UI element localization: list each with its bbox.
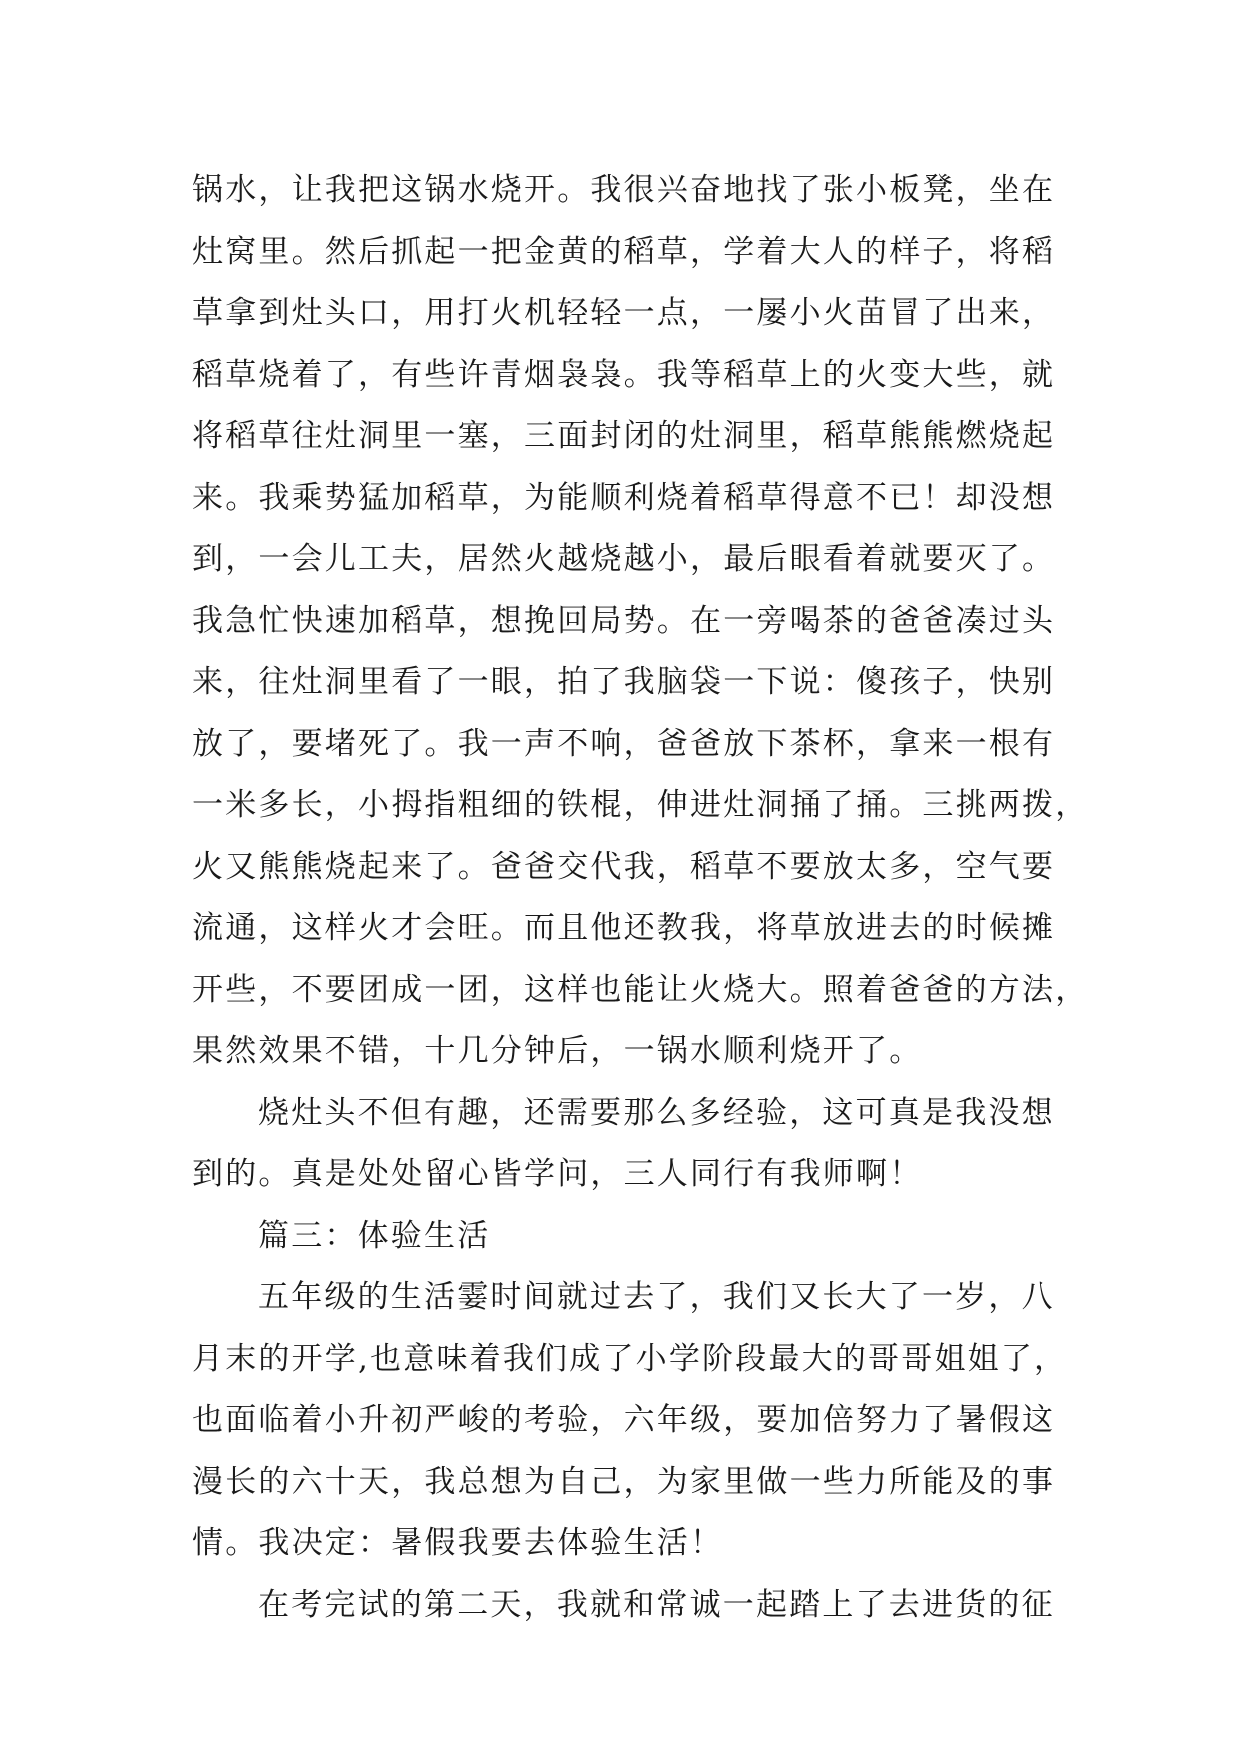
text-line: 情。我决定：暑假我要去体验生活！ [192,1525,724,1561]
text-line: 也面临着小升初严峻的考验，六年级，要加倍努力了暑假这 [192,1402,1056,1438]
text-line: 一米多长，小拇指粗细的铁棍，伸进灶洞捅了捅。三挑两拨， [192,787,1089,823]
paragraph-start-line: 在考完试的第二天，我就和常诚一起踏上了去进货的征 [258,1586,1055,1623]
text-line: 灶窝里。然后抓起一把金黄的稻草，学着大人的样子，将稻 [192,233,1056,270]
section-heading: 篇三：体验生活 [258,1217,491,1254]
text-line: 来，往灶洞里看了一眼，拍了我脑袋一下说：傻孩子，快别 [192,664,1056,700]
text-line: 来。我乘势猛加稻草，为能顺利烧着稻草得意不已！却没想 [192,479,1056,516]
text-line: 果然效果不错，十几分钟后，一锅水顺利烧开了。 [192,1033,923,1069]
paragraph-start-line: 五年级的生活霎时间就过去了，我们又长大了一岁，八 [258,1279,1055,1315]
text-line: 将稻草往灶洞里一塞，三面封闭的灶洞里，稻草熊熊燃烧起 [192,418,1056,454]
text-line: 到的。真是处处留心皆学问，三人同行有我师啊！ [192,1156,923,1192]
text-line: 月末的开学,也意味着我们成了小学阶段最大的哥哥姐姐了， [192,1340,1068,1377]
text-line: 锅水，让我把这锅水烧开。我很兴奋地找了张小板凳，坐在 [192,172,1056,208]
text-line: 放了，要堵死了。我一声不响，爸爸放下茶杯，拿来一根有 [192,725,1056,762]
text-line: 稻草烧着了，有些许青烟袅袅。我等稻草上的火变大些，就 [192,356,1056,393]
paragraph-start-line: 烧灶头不但有趣，还需要那么多经验，这可真是我没想 [258,1094,1055,1131]
text-line: 到，一会儿工夫，居然火越烧越小，最后眼看着就要灭了。 [192,541,1056,577]
text-line: 漫长的六十天，我总想为自己，为家里做一些力所能及的事 [192,1463,1056,1500]
text-line: 草拿到灶头口，用打火机轻轻一点，一屡小火苗冒了出来， [192,295,1056,331]
text-line: 开些，不要团成一团，这样也能让火烧大。照着爸爸的方法， [192,971,1089,1008]
text-line: 我急忙快速加稻草，想挽回局势。在一旁喝茶的爸爸凑过头 [192,602,1056,639]
text-line: 流通，这样火才会旺。而且他还教我，将草放进去的时候摊 [192,910,1056,946]
text-line: 火又熊熊烧起来了。爸爸交代我，稻草不要放太多，空气要 [192,848,1056,885]
body-text [192,160,1089,1636]
